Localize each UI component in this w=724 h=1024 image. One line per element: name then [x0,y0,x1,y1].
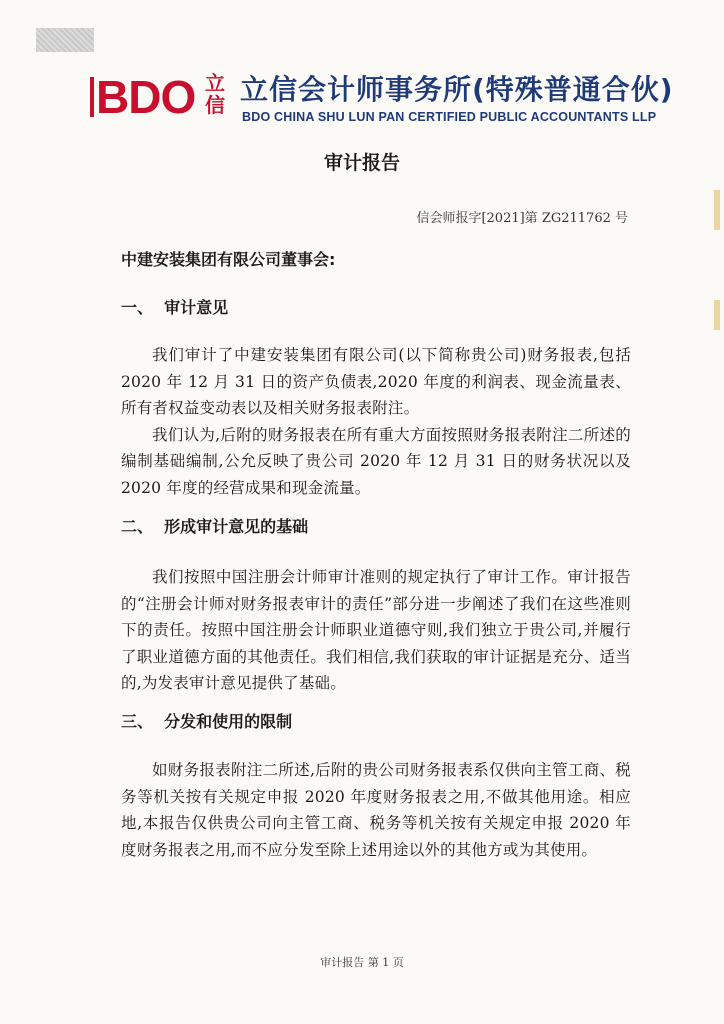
paragraph: 我们按照中国注册会计师审计准则的规定执行了审计工作。审计报告的“注册会计师对财务报表审计的责任”部分进一步阐述了我们在这些准则下的责任。按照中国注册会计师职业道德守则,我们独立于贵公司,并履行了职业道德方面的其他责任。我们相信,我们获取的审计证据是充分、适当的,为发表审计意见提供了基础。 [121,568,631,693]
bdo-logo: BDO [90,72,195,122]
scanned-stamp-mark [36,28,94,52]
edge-seal-mark [714,190,720,230]
paragraph: 如财务报表附注二所述,后附的贵公司财务报表系仅供向主管工商、税务等机关按有关规定申报 2020 年度财务报表之用,不做其他用途。相应地,本报告仅供贵公司向主管工商、税务等机关按有关规定申报 2020 年度财务报表之用,而不应分发至除上述用途以外的其他方或为其使用。 [121,761,631,859]
letterhead [90,72,690,132]
paragraph: 我们认为,后附的财务报表在所有重大方面按照财务报表附注二所述的编制基础编制,公允反映了贵公司 2020 年 12 月 31 日的财务状况以及 2020 年度的经营成果和现金流量。 [121,425,631,497]
section-audit-opinion [121,297,631,502]
report-number: 信会师报字[2021]第 ZG211762 号 [416,211,628,226]
section-use-restriction [121,711,631,863]
paragraph: 我们审计了中建安装集团有限公司(以下简称贵公司)财务报表,包括 2020 年 12 月 31 日的资产负债表,2020 年度的利润表、现金流量表、所有者权益变动表以及相关财务报表附注。 [121,346,631,418]
firm-name-en: BDO CHINA SHU LUN PAN CERTIFIED PUBLIC ACCOUNTANTS LLP [242,110,657,124]
lixin-logo-mark: 立信 [205,71,225,117]
section-heading: 三、 分发和使用的限制 [121,712,293,731]
section-heading: 二、 形成审计意见的基础 [121,517,309,536]
edge-seal-mark [714,300,720,330]
addressee: 中建安装集团有限公司董事会: [121,250,336,269]
section-heading: 一、 审计意见 [121,298,229,317]
section-basis-for-opinion [121,516,631,697]
firm-name-cn: 立信会计师事务所(特殊普通合伙) [240,73,674,106]
document-title: 审计报告 [323,152,400,174]
page-footer: 审计报告 第 1 页 [320,956,404,969]
